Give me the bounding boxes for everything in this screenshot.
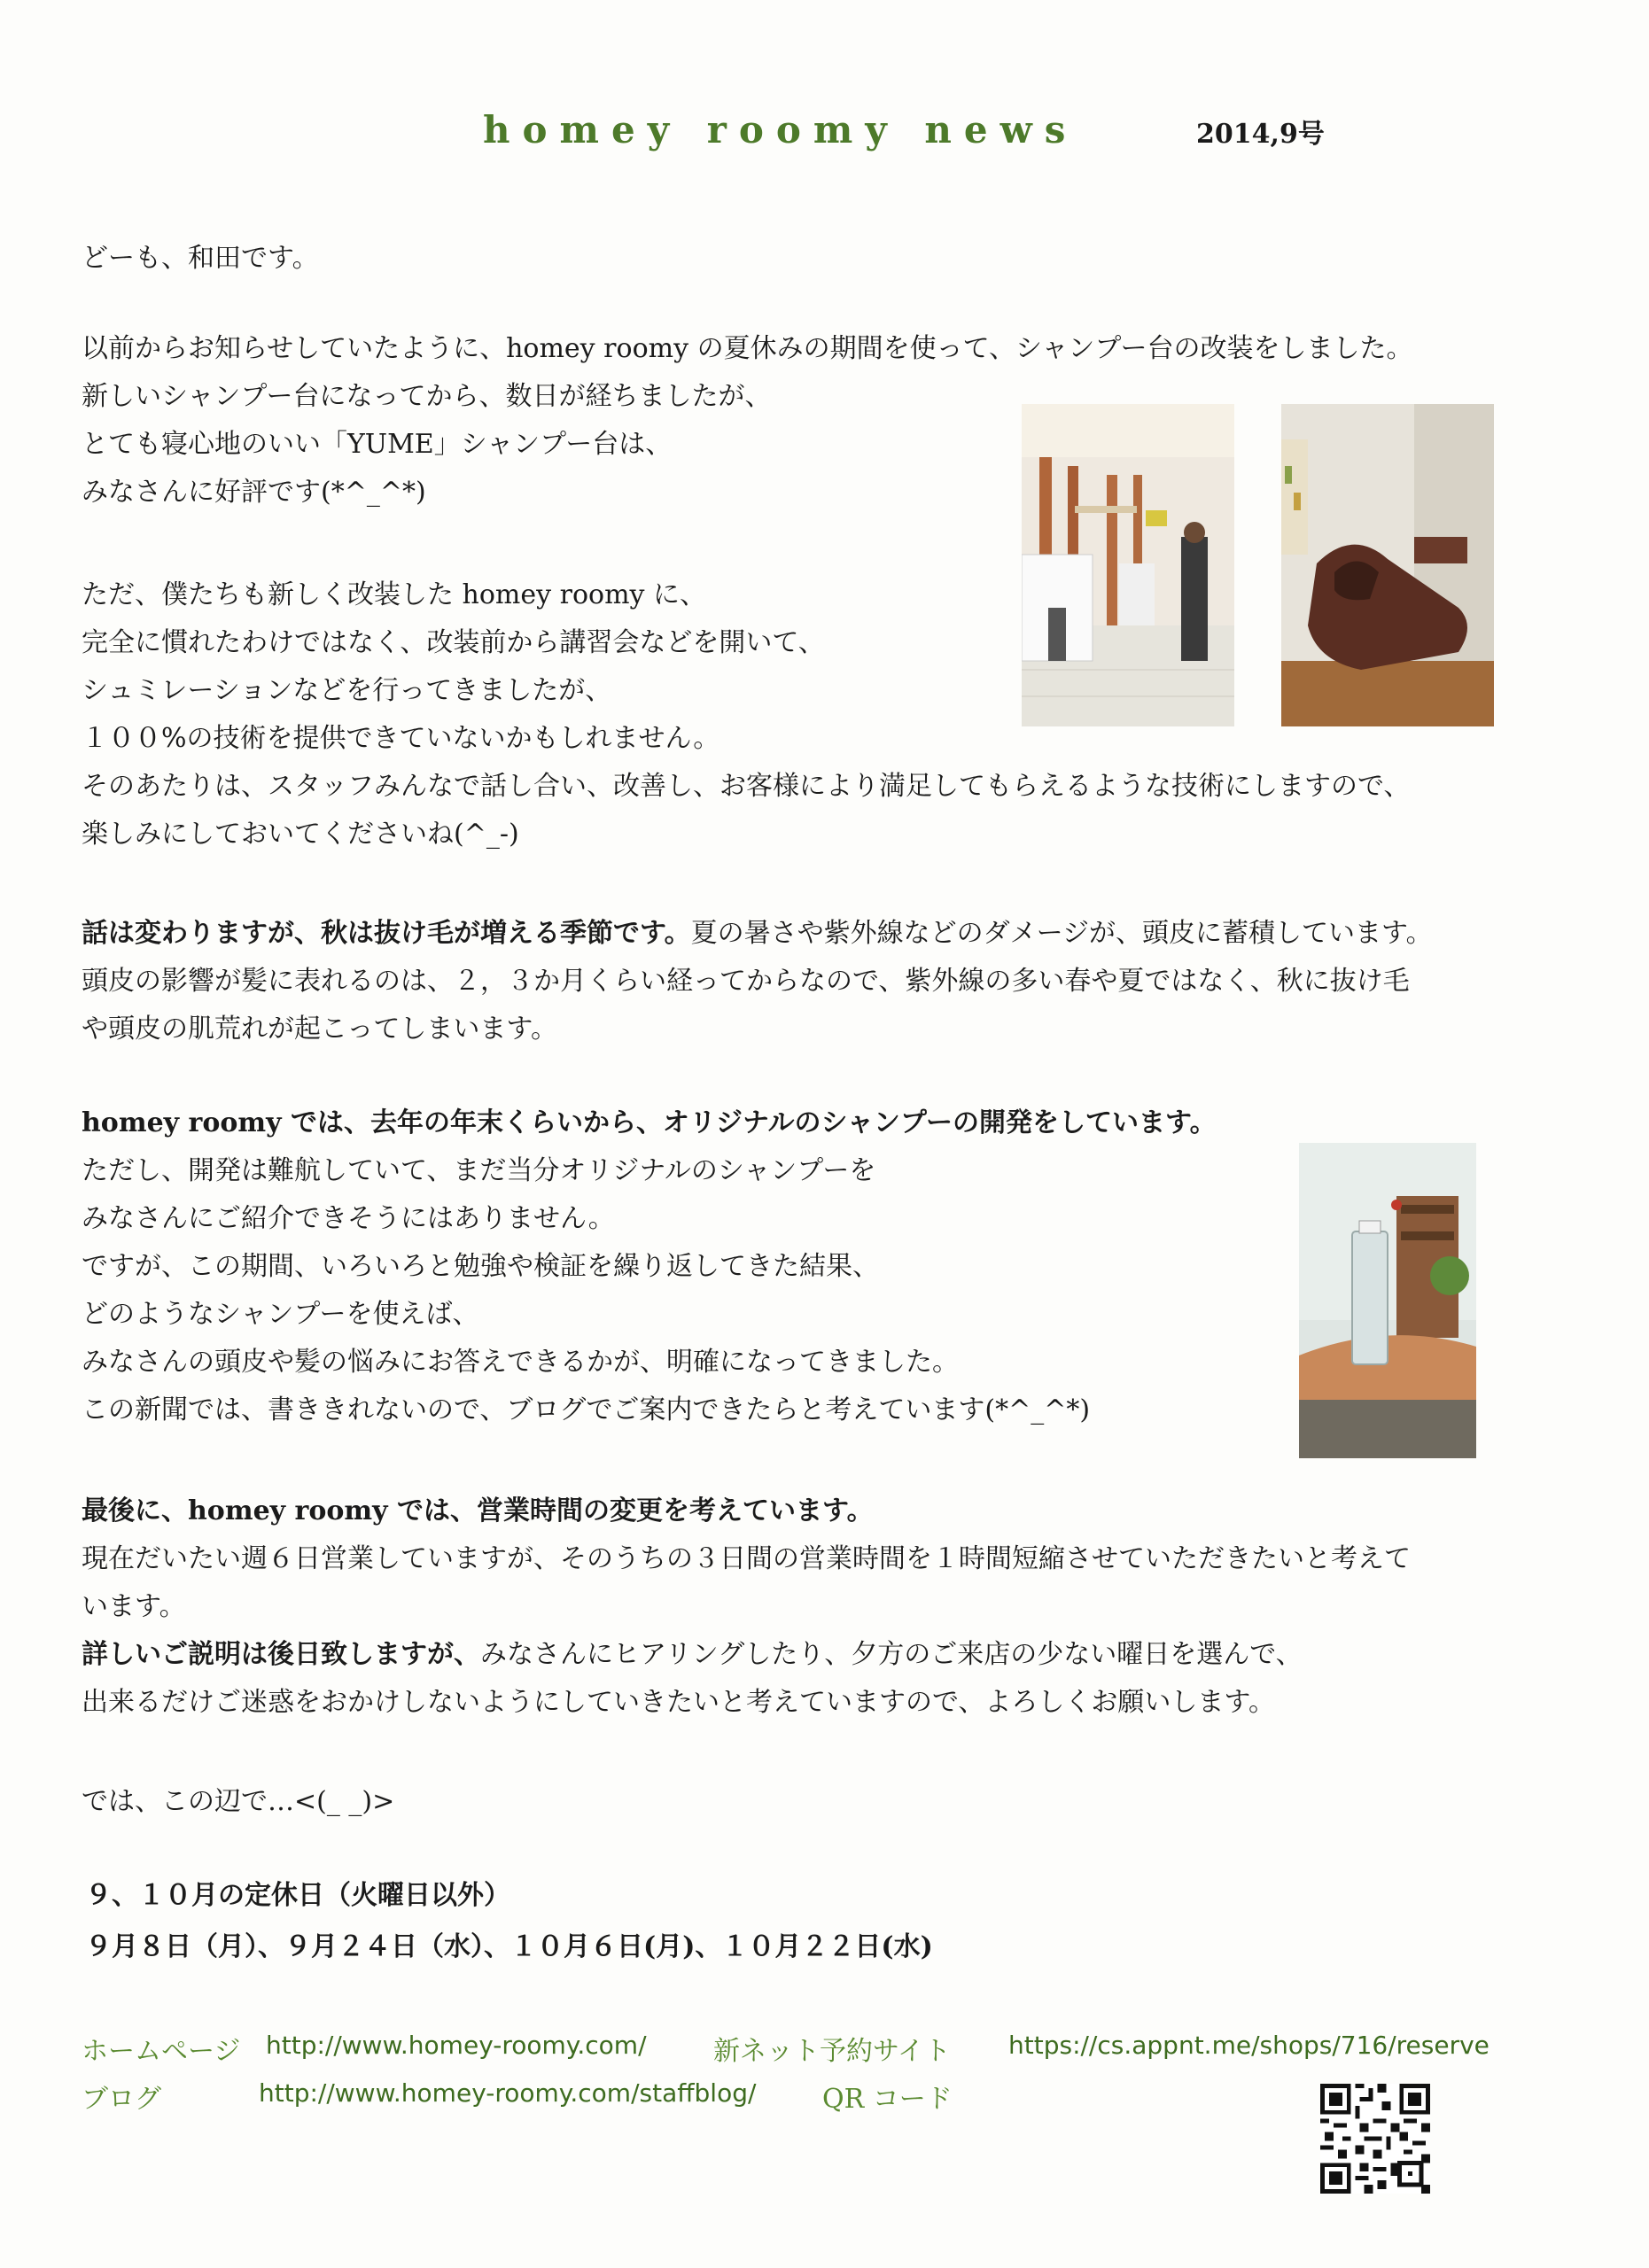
section4-line: どのようなシャンプーを使えば、 xyxy=(82,1299,479,1330)
section5-lead: 最後に、homey roomy では、営業時間の変更を考えています。 xyxy=(82,1495,874,1526)
greeting: どーも、和田です。 xyxy=(82,243,319,274)
section3-line: 頭皮の影響が髪に表れるのは、２，３か月くらい経ってからなので、紫外線の多い春や夏ではなく、秋に抜け毛 xyxy=(82,966,1410,997)
section2-line: そのあたりは、スタッフみんなで話し合い、改善し、お客様により満足してもらえるような技術にしますので、 xyxy=(82,771,1411,802)
holidays-title: ９、１０月の定休日（火曜日以外） xyxy=(85,1880,510,1911)
section5-line: 現在だいたい週６日営業していますが、そのうちの３日間の営業時間を１時間短縮させていただきたいと考えて xyxy=(82,1543,1411,1574)
section2-line: 完全に慣れたわけではなく、改装前から講習会などを開いて、 xyxy=(82,627,825,658)
section5-line: 出来るだけご迷惑をおかけしないようにしていきたいと考えていますので、よろしくお願いします。 xyxy=(82,1687,1275,1718)
salon-interior-photo xyxy=(1022,404,1234,726)
issue-number: 2014,9号 xyxy=(1196,119,1325,150)
section2-line: ただ、僕たちも新しく改装した homey roomy に、 xyxy=(82,579,706,610)
qr-label: QR コード xyxy=(822,2084,953,2115)
section3-lead: 話は変わりますが、秋は抜け毛が増える季節です。 xyxy=(82,918,691,949)
closing-remark: では、この辺で…<(_ _)> xyxy=(82,1786,395,1817)
section4-line: みなさんにご紹介できそうにはありません。 xyxy=(82,1203,615,1234)
homepage-label: ホームページ xyxy=(82,2036,241,2067)
section5-line3-bold: 詳しいご説明は後日致しますが、 xyxy=(82,1639,480,1670)
reserve-link[interactable]: https://cs.appnt.me/shops/716/reserve xyxy=(1008,2031,1490,2060)
section2-line: １００%の技術を提供できていないかもしれません。 xyxy=(82,723,720,754)
section2-line: シュミレーションなどを行ってきましたが、 xyxy=(82,675,612,706)
section5-line3-rest: みなさんにヒアリングしたり、夕方のご来店の少ない曜日を選んで、 xyxy=(480,1639,1303,1670)
section5-line-3 xyxy=(82,1637,1303,1673)
shampoo-chair-photo xyxy=(1281,404,1494,726)
reserve-label: 新ネット予約サイト xyxy=(713,2036,951,2067)
section3-line: や頭皮の肌荒れが起こってしまいます。 xyxy=(82,1014,557,1045)
section2-line: 楽しみにしておいてくださいね(^_-) xyxy=(82,819,519,850)
shampoo-bottle-photo xyxy=(1299,1143,1476,1458)
section3-lead-line xyxy=(82,916,1433,951)
section1-line: 新しいシャンプー台になってから、数日が経ちましたが、 xyxy=(82,381,772,412)
section4-lead: homey roomy では、去年の年末くらいから、オリジナルのシャンプーの開発をしています。 xyxy=(82,1107,1217,1138)
section4-line: みなさんの頭皮や髪の悩みにお答えできるかが、明確になってきました。 xyxy=(82,1347,959,1378)
section1-line: 以前からお知らせしていたように、homey roomy の夏休みの期間を使って、シャンプー台の改装をしました。 xyxy=(82,333,1413,364)
section5-line: います。 xyxy=(82,1591,186,1622)
blog-label: ブログ xyxy=(82,2084,161,2115)
section1-line: みなさんに好評です(*^_^*) xyxy=(82,477,426,508)
section1-line: とても寝心地のいい「YUME」シャンプー台は、 xyxy=(82,429,673,460)
section4-line: この新聞では、書ききれないので、ブログでご案内できたらと考えています(*^_^*) xyxy=(82,1394,1091,1425)
blog-link[interactable]: http://www.homey-roomy.com/staffblog/ xyxy=(259,2078,757,2108)
qr-code[interactable] xyxy=(1320,2084,1430,2194)
newsletter-title: homey roomy news xyxy=(483,108,1078,151)
section4-line: ですが、この期間、いろいろと勉強や検証を繰り返してきた結果、 xyxy=(82,1251,879,1282)
holidays-dates: ９月８日（月）、９月２４日（水）、１０月６日(月)、１０月２２日(水) xyxy=(85,1931,933,1962)
homepage-link[interactable]: http://www.homey-roomy.com/ xyxy=(266,2031,647,2060)
section4-line: ただし、開発は難航していて、まだ当分オリジナルのシャンプーを xyxy=(82,1155,876,1186)
section3-lead-rest: 夏の暑さや紫外線などのダメージが、頭皮に蓄積しています。 xyxy=(690,918,1433,949)
